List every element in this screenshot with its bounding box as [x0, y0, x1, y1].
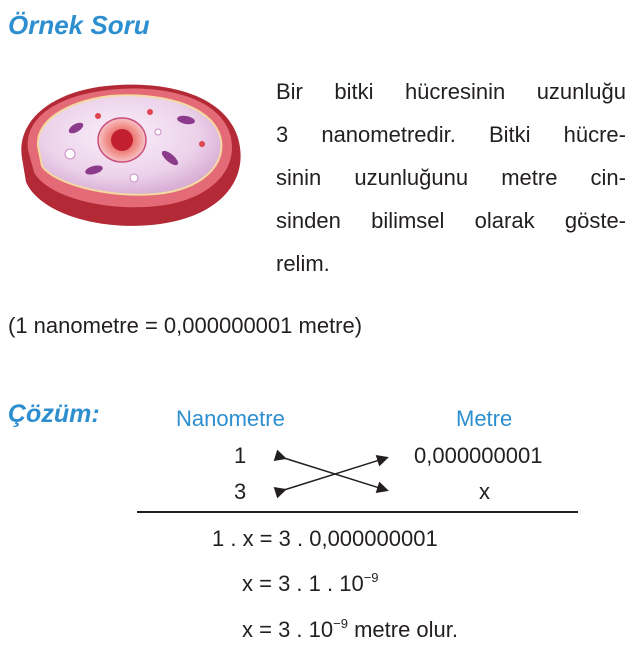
- step-2-exponent: −9: [363, 570, 379, 585]
- left-value-1: 1: [234, 443, 247, 468]
- solution-step-1: 1 . x = 3 . 0,000000001: [212, 526, 438, 551]
- step-2-base: x = 3 . 1 . 10: [242, 571, 364, 596]
- solution-step-2: [242, 570, 379, 597]
- metre-column-header: Metre: [456, 406, 513, 431]
- fraction-rule: [137, 511, 578, 513]
- right-value-1: 0,000000001: [414, 443, 543, 468]
- step-3-exponent: −9: [333, 616, 348, 631]
- left-value-2: 3: [234, 479, 247, 504]
- right-value-2: x: [479, 479, 490, 504]
- question-line: 3 nanometredir. Bitki hücre-: [276, 122, 626, 147]
- example-question-heading: Örnek Soru: [8, 10, 150, 40]
- cross-multiplication-arrows: [270, 440, 400, 506]
- solution-heading: Çözüm:: [8, 400, 100, 428]
- solution-step-3: [242, 616, 458, 643]
- step-3-base: x = 3 . 10: [242, 617, 334, 642]
- step-3-tail: metre olur.: [347, 617, 458, 642]
- unit-conversion-note: (1 nanometre = 0,000000001 metre): [8, 313, 363, 338]
- question-line: Bir bitki hücresinin uzunluğu: [276, 79, 626, 104]
- question-line: sinden bilimsel olarak göste-: [276, 208, 626, 233]
- question-line: relim.: [276, 251, 330, 276]
- question-text: [276, 70, 626, 285]
- nanometre-column-header: Nanometre: [176, 406, 285, 431]
- question-line: sinin uzunluğunu metre cin-: [276, 165, 626, 190]
- plant-cell-illustration: [10, 62, 250, 232]
